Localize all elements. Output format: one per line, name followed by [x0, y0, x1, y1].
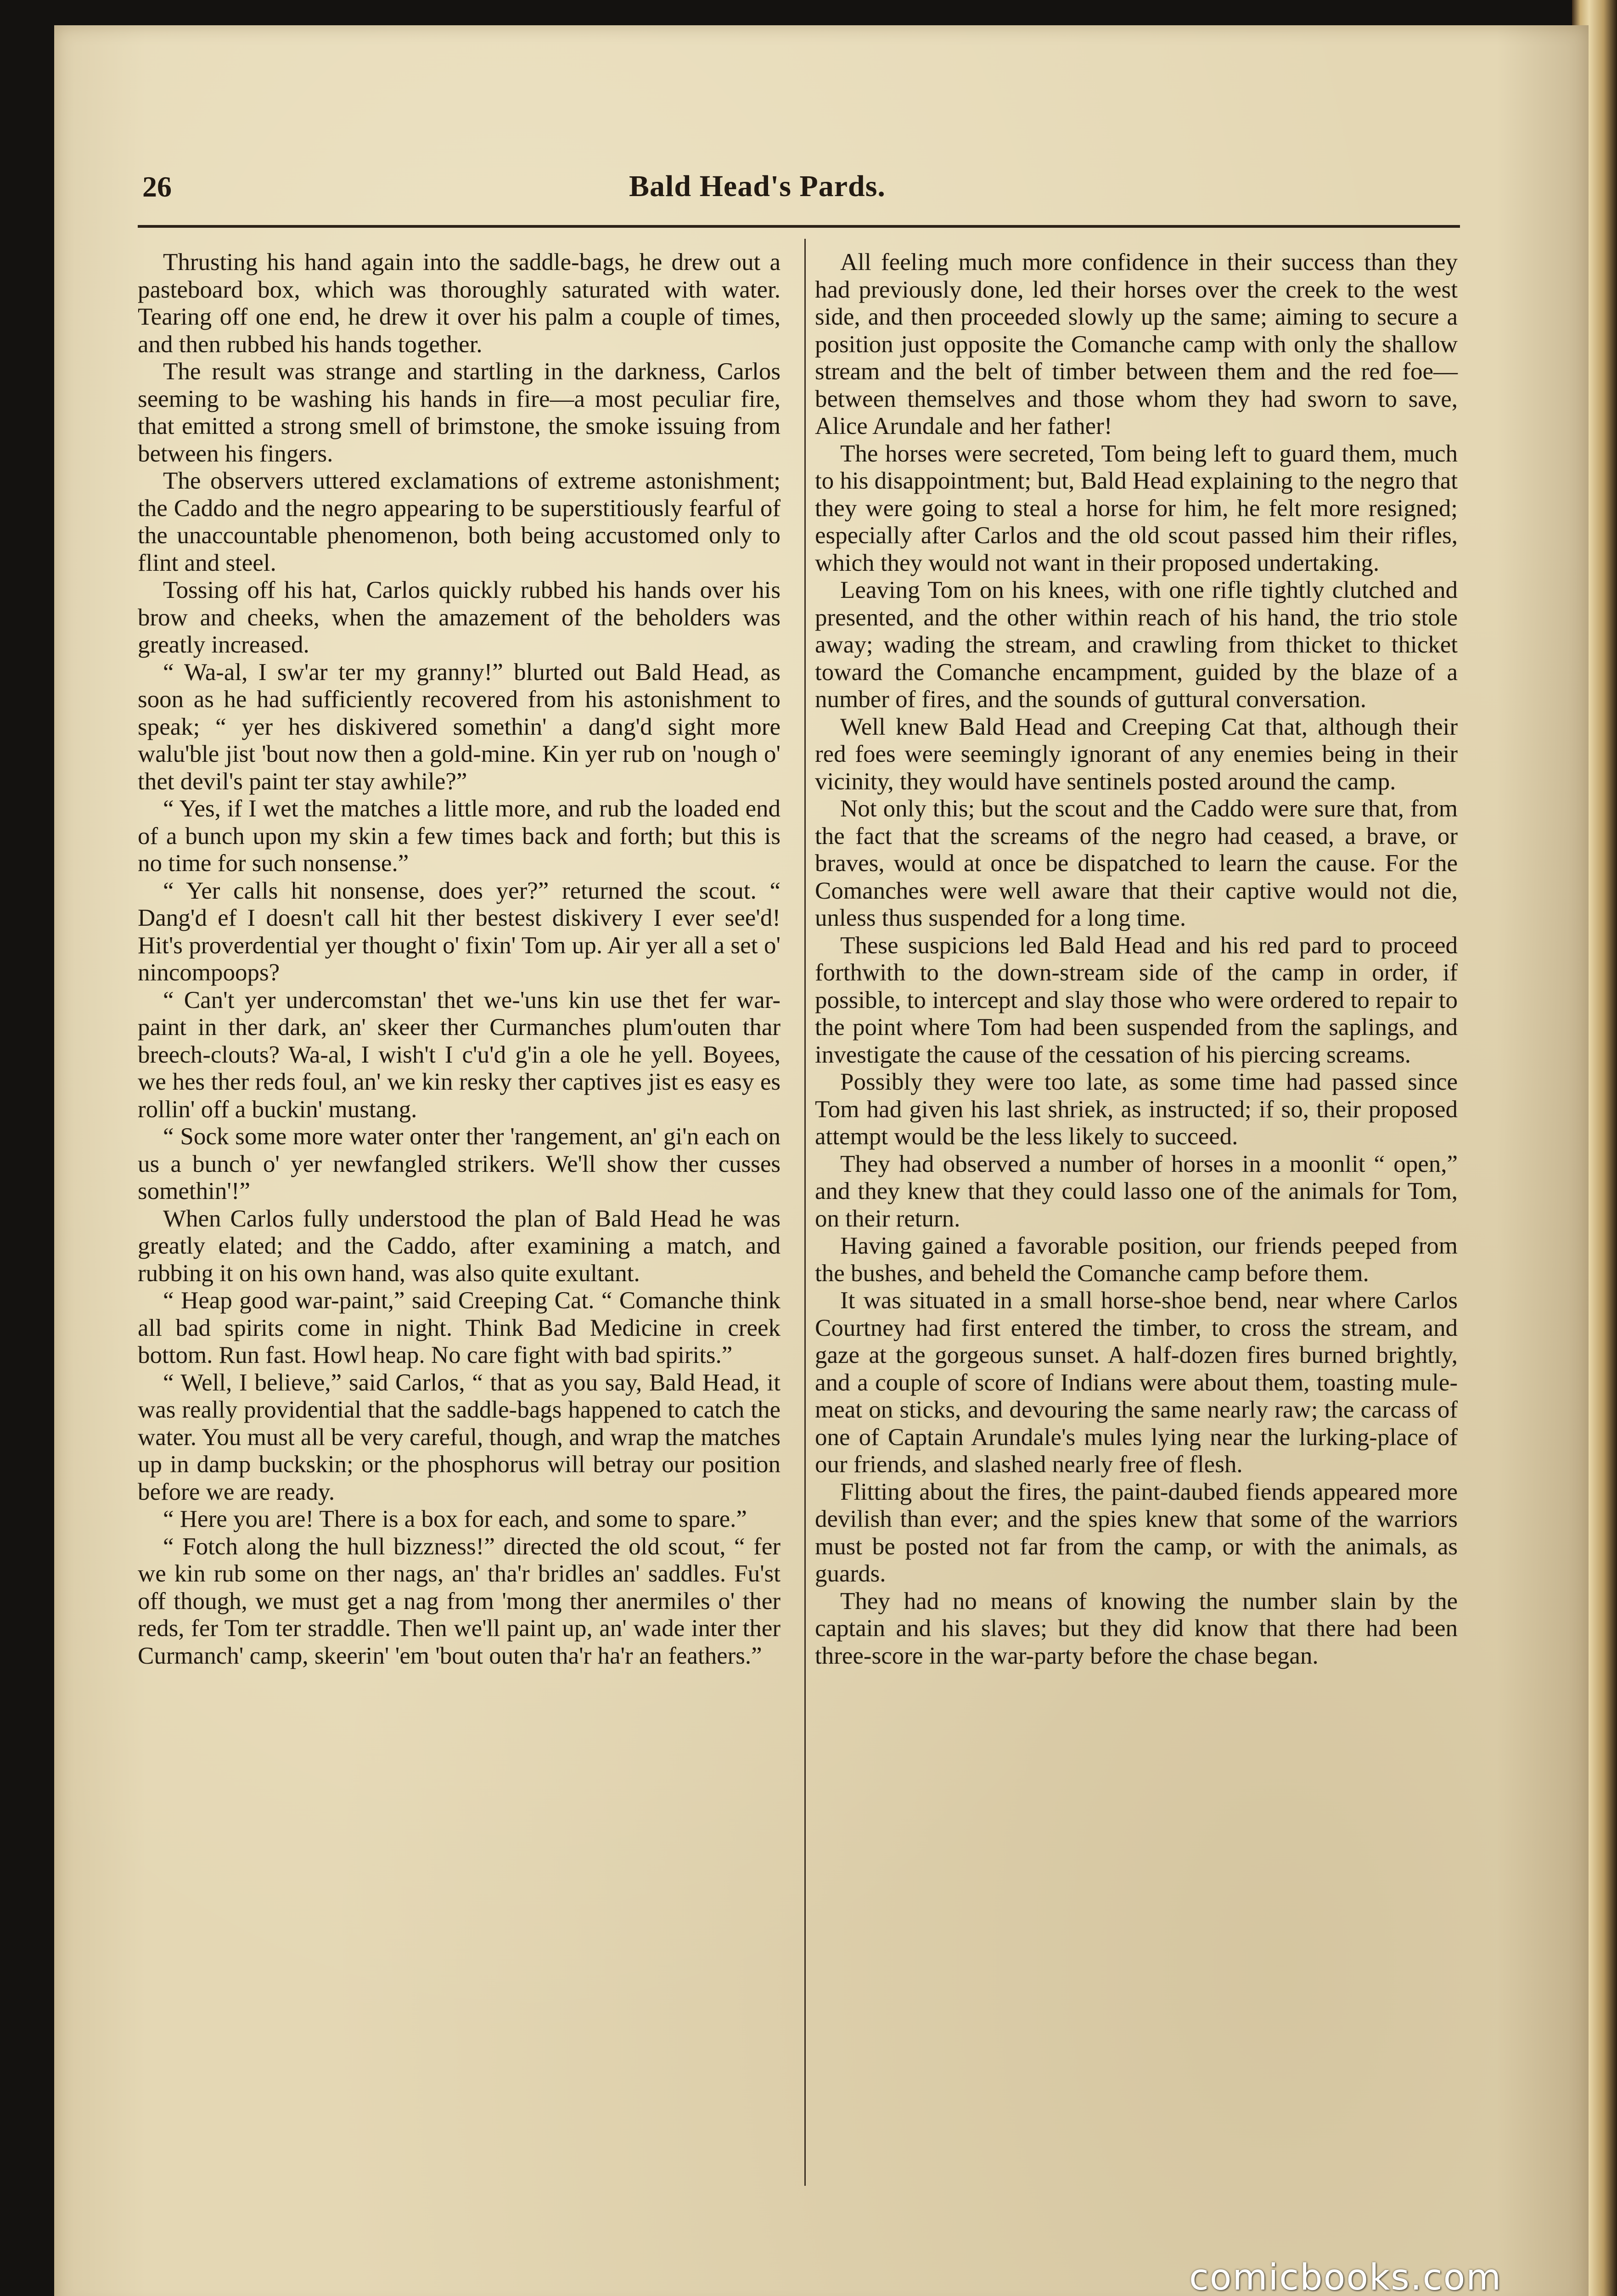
left-column — [138, 249, 780, 1670]
paragraph: Not only this; but the scout and the Caddo were sure that, from the fact that the screams of the negro had ceased, a brave, or braves, would at once be dispatched to learn the cause. For the Comanches were well aware that their captive would not die, unless thus suspended for a long time. — [815, 795, 1458, 931]
paragraph: “ Heap good war-paint,” said Creeping Cat. “ Comanche think all bad spirits come in night. Think Bad Medicine in creek bottom. Run fast. Howl heap. No care fight with bad spirits.” — [138, 1287, 780, 1368]
page-number: 26 — [142, 170, 172, 203]
paragraph: They had no means of knowing the number slain by the captain and his slaves; but they did know that there had been three-score in the war-party before the chase began. — [815, 1587, 1458, 1669]
paragraph: When Carlos fully understood the plan of Bald Head he was greatly elated; and the Caddo, after examining a match, and rubbing it on his own hand, was also quite exultant. — [138, 1205, 780, 1287]
paragraph: “ Wa-al, I sw'ar ter my granny!” blurted out Bald Head, as soon as he had sufficiently recovered from his astonishment to speak; “ yer hes diskivered somethin' a dang'd sight more walu'ble jist 'bout now then a gold-mine. Kin yer rub on 'nough o' thet devil's paint ter stay awhile?” — [138, 658, 780, 795]
paragraph: All feeling much more confidence in their success than they had previously done, led their horses over the creek to the west side, and then proceeded slowly up the same; aiming to secure a position just opposite the Comanche camp with only the shallow stream and the belt of timber between them and the red foe—between themselves and those whom they had sworn to save, Alice Arundale and her father! — [815, 249, 1458, 439]
header-rule — [138, 225, 1460, 228]
paragraph: The horses were secreted, Tom being left to guard them, much to his disappointment; but, Bald Head explaining to the negro that they were going to steal a horse for him, he felt more resigned; especially after Carlos and the old scout passed him their rifles, which they would not want in their proposed undertaking. — [815, 440, 1458, 576]
paragraph: “ Fotch along the hull bizzness!” directed the old scout, “ fer we kin rub some on ther nags, an' tha'r bridles an' saddles. Fu'st off though, we must get a nag from 'mong ther anermiles o' ther reds, fer Tom ter straddle. Then we'll paint up, an' wade inter ther Curmanch' camp, skeerin' 'em 'bout outen tha'r ha'r an feathers.” — [138, 1533, 780, 1669]
paragraph: “ Yes, if I wet the matches a little more, and rub the loaded end of a bunch upon my skin a few times back and forth; but this is no time for such nonsense.” — [138, 795, 780, 877]
paragraph: Possibly they were too late, as some time had passed since Tom had given his last shriek, as instructed; if so, their proposed attempt would be the less likely to succeed. — [815, 1069, 1458, 1150]
paragraph: “ Sock some more water onter ther 'rangement, an' gi'n each on us a bunch o' yer newfangled strikers. We'll show ther cusses somethin'!” — [138, 1123, 780, 1204]
right-column — [815, 249, 1458, 1670]
paragraph: They had observed a number of horses in a moonlit “ open,” and they knew that they could lasso one of the animals for Tom, on their return. — [815, 1150, 1458, 1232]
paragraph: “ Here you are! There is a box for each, and some to spare.” — [163, 1506, 747, 1532]
site-watermark: comicbooks.com — [1189, 2257, 1502, 2296]
paragraph: It was situated in a small horse-shoe bend, near where Carlos Courtney had first entered the timber, to cross the stream, and gaze at the gorgeous sunset. A half-dozen fires burned brightly, and a couple of score of Indians were about them, toasting mule-meat on sticks, and devouring the same nearly raw; the carcass of one of Captain Arundale's mules lying near the lurking-place of our friends, and slashed nearly free of flesh. — [815, 1287, 1458, 1478]
paragraph: These suspicions led Bald Head and his red pard to proceed forthwith to the down-stream side of the camp in order, if possible, to intercept and slay those who were ordered to repair to the point where Tom had been suspended from the saplings, and investigate the cause of the cessation of his piercing screams. — [815, 932, 1458, 1068]
paragraph: Tossing off his hat, Carlos quickly rubbed his hands over his brow and cheeks, when the amazement of the beholders was greatly increased. — [138, 577, 780, 658]
paragraph: Having gained a favorable position, our friends peeped from the bushes, and beheld the Comanche camp before them. — [815, 1232, 1458, 1287]
paragraph: “ Well, I believe,” said Carlos, “ that as you say, Bald Head, it was really providential that the saddle-bags happened to catch the water. You must all be very careful, though, and wrap the matches up in damp buckskin; or the phosphorus will betray our position before we are ready. — [138, 1369, 780, 1505]
paragraph: Leaving Tom on his knees, with one rifle tightly clutched and presented, and the other within reach of his hand, the trio stole away; wading the stream, and crawling from thicket to thicket toward the Comanche encampment, guided by the blaze of a number of fires, and the sounds of guttural conversation. — [815, 577, 1458, 713]
paragraph: Flitting about the fires, the paint-daubed fiends appeared more devilish than ever; and the spies knew that some of the warriors must be posted not far from the camp, or with the animals, as guards. — [815, 1478, 1458, 1587]
paragraph: The result was strange and startling in the darkness, Carlos seeming to be washing his hands in fire—a most peculiar fire, that emitted a strong smell of brimstone, the smoke issuing from between his fingers. — [138, 358, 780, 467]
running-head-title: Bald Head's Pards. — [629, 169, 886, 203]
paragraph: Well knew Bald Head and Creeping Cat that, although their red foes were seemingly ignorant of any enemies being in their vicinity, they would have sentinels posted around the camp. — [815, 713, 1458, 795]
paragraph: “ Yer calls hit nonsense, does yer?” returned the scout. “ Dang'd ef I doesn't call hit ther bestest diskivery I ever see'd! Hit's proverdential yer thought o' fixin' Tom up. Air yer all a set o' nincompoops? — [138, 877, 780, 986]
paragraph: Thrusting his hand again into the saddle-bags, he drew out a pasteboard box, which was thoroughly saturated with water. Tearing off one end, he drew it over his palm a couple of times, and then rubbed his hands together. — [138, 249, 780, 358]
column-divider — [804, 239, 806, 2186]
paragraph: “ Can't yer undercomstan' thet we-'uns kin use thet fer war-paint in ther dark, an' skeer ther Curmanches plum'outen thar breech-clouts? Wa-al, I wish't I c'u'd g'in a ole he yell. Boyees, we hes ther reds foul, an' we kin resky ther captives jist es easy es rollin' off a buckin' mustang. — [138, 986, 780, 1123]
paragraph: The observers uttered exclamations of extreme astonishment; the Caddo and the negro appearing to be superstitiously fearful of the unaccountable phenomenon, both being accustomed only to flint and steel. — [138, 467, 780, 576]
